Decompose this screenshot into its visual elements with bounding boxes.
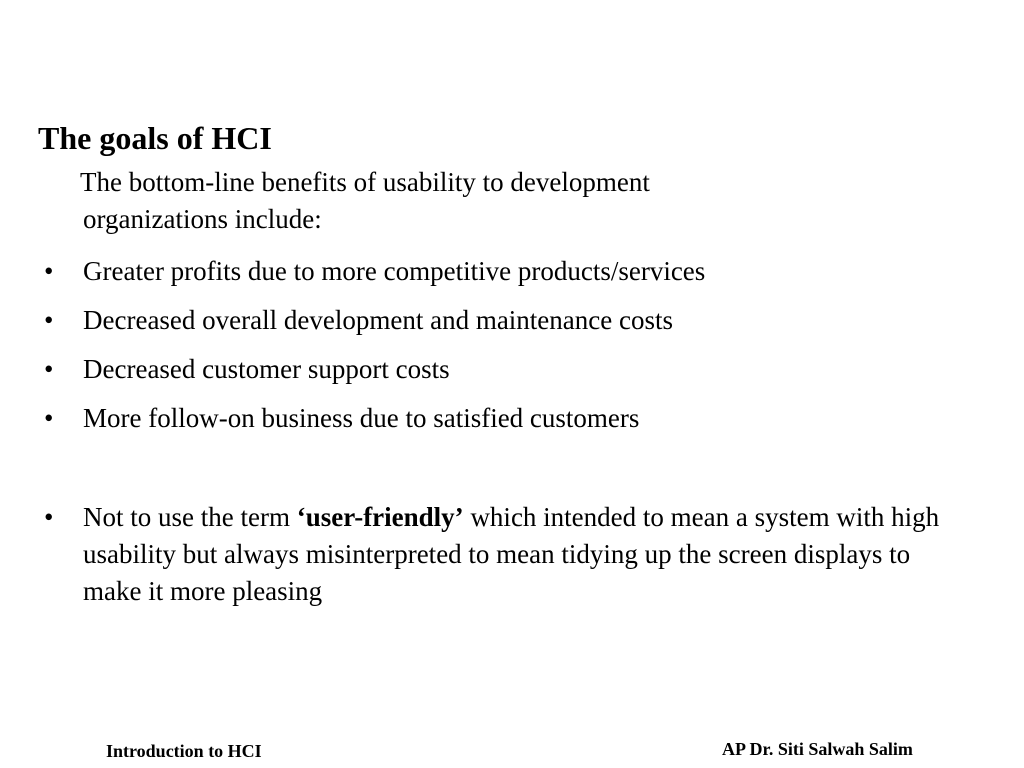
bullet-text: More follow-on business due to satisfied customers bbox=[83, 403, 640, 433]
bullet-marker: • bbox=[44, 305, 54, 335]
bullet-text: Decreased customer support costs bbox=[83, 354, 450, 384]
note-text-before: Not to use the term bbox=[83, 502, 297, 532]
user-friendly-term: ‘user-friendly’ bbox=[296, 502, 464, 532]
note-text-after: which intended to mean a system with high usability but always misinterpreted to mean tidying up the screen displays to make it more pleasing bbox=[83, 502, 940, 606]
bullet-marker: • bbox=[44, 256, 54, 286]
note-text bbox=[83, 499, 943, 610]
intro-paragraph bbox=[80, 164, 843, 238]
bullet-marker: • bbox=[44, 354, 54, 384]
bullet-marker: • bbox=[44, 502, 54, 532]
bullet-marker: • bbox=[44, 403, 54, 433]
intro-line-2: organizations include: bbox=[83, 204, 322, 234]
footer-course-title: Introduction to HCI bbox=[106, 741, 262, 761]
bullet-text: Greater profits due to more competitive products/services bbox=[83, 256, 706, 286]
intro-line-1: The bottom-line benefits of usability to development bbox=[80, 167, 650, 197]
footer-author: AP Dr. Siti Salwah Salim bbox=[722, 739, 913, 759]
slide-title: The goals of HCI bbox=[38, 120, 272, 156]
bullet-text: Decreased overall development and maintenance costs bbox=[83, 305, 673, 335]
